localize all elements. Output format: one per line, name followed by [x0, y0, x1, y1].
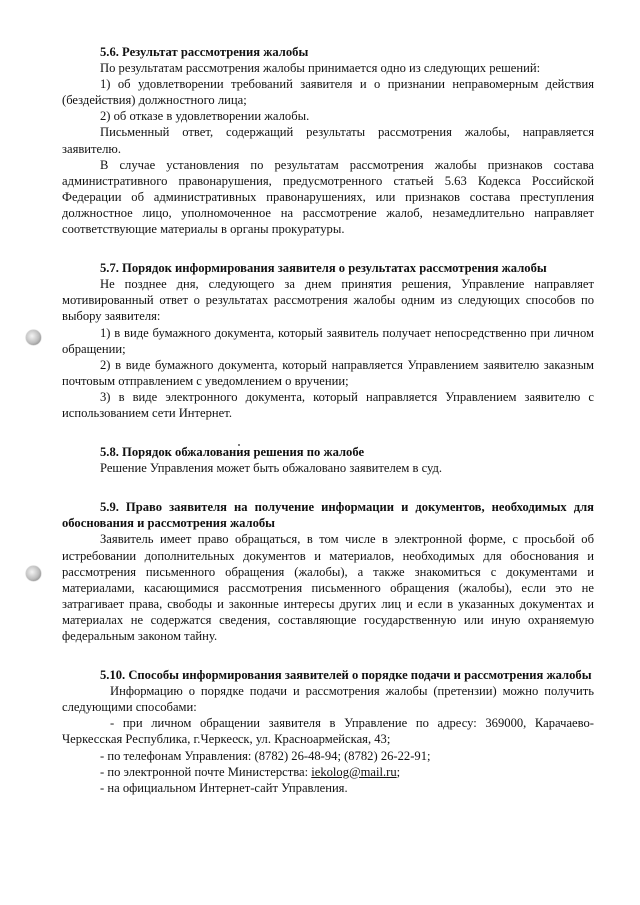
section-5-10: [62, 667, 594, 796]
list-item: 3) в виде электронного документа, который направляется Управлением заявителю с использованием сети Интернет.: [62, 389, 594, 420]
paragraph: В случае установления по результатам рассмотрения жалобы признаков состава административного правонарушения, предусмотренного статьей 5.63 Кодекса Российской Федерации об административных правонарушениях, или признаков состава преступления должностное лицо, уполномоченное на рассмотрение жалоб, незамедлительно направляет соответствующие материалы в органы прокуратуры.: [62, 157, 594, 237]
list-item: - на официальном Интернет-сайт Управления.: [100, 780, 348, 795]
section-5-7: [62, 260, 594, 421]
section-heading: 5.10. Способы информирования заявителей о порядке подачи и рассмотрения жалобы: [100, 668, 592, 683]
paragraph: Решение Управления может быть обжаловано заявителем в суд.: [100, 461, 443, 476]
paragraph: Не позднее дня, следующего за днем принятия решения, Управление направляет мотивированный ответ о результатах рассмотрения жалобы одним из следующих способов по выбору заявителя:: [62, 277, 594, 324]
binder-hole-icon: [26, 566, 41, 581]
section-5-6: [62, 44, 594, 237]
list-item: - по телефонам Управления: (8782) 26-48-94; (8782) 26-22-91;: [100, 748, 431, 763]
list-item: - при личном обращении заявителя в Управление по адресу: 369000, Карачаево-Черкесская Республика, г.Черкесск, ул. Красноармейская, 43;: [62, 716, 594, 747]
paragraph: Информацию о порядке подачи и рассмотрения жалобы (претензии) можно получить следующими способами:: [62, 684, 594, 715]
section-heading: 5.7. Порядок информирования заявителя о результатах рассмотрения жалобы: [100, 261, 547, 276]
section-heading: 5.9. Право заявителя на получение информации и документов, необходимых для обоснования и рассмотрения жалобы: [62, 500, 594, 531]
list-item: 1) об удовлетворении требований заявителя и о признании неправомерным действия (бездействия) должностного лица;: [62, 77, 594, 108]
paragraph: Заявитель имеет право обращаться, в том числе в электронной форме, с просьбой об истребовании дополнительных документов и материалов, необходимых для обоснования и рассмотрения письменного обращения (жалобы), а также знакомиться с документами и материалами, касающимися рассмотрения письменного обращения (жалобы), если это не затрагивает права, свободы и законные интересы других лиц и если в указанных документах и материалах не содержатся сведения, составляющие государственную или иную охраняемую федеральным законом тайну.: [62, 532, 594, 643]
binder-hole-icon: [26, 330, 41, 345]
list-item-text: - по электронной почте Министерства:: [100, 764, 312, 779]
email-link[interactable]: iekolog@mail.ru: [311, 764, 397, 779]
list-item: 2) в виде бумажного документа, который направляется Управлением заявителю заказным почтовым отправлением с уведомлением о вручении;: [62, 357, 594, 388]
list-item: 1) в виде бумажного документа, который заявитель получает непосредственно при личном обращении;: [62, 325, 594, 356]
section-heading: 5.8. Порядок обжалования решения по жалобе: [100, 445, 365, 460]
section-heading: 5.6. Результат рассмотрения жалобы: [100, 45, 309, 59]
paragraph: Письменный ответ, содержащий результаты рассмотрения жалобы, направляется заявителю.: [62, 125, 594, 156]
section-5-8: [62, 444, 594, 476]
section-5-9: [62, 499, 594, 644]
document-page: [62, 44, 594, 796]
paragraph: По результатам рассмотрения жалобы принимается одно из следующих решений:: [100, 61, 541, 76]
list-item: [62, 764, 594, 780]
list-item-punctuation: ;: [396, 764, 401, 779]
list-item: 2) об отказе в удовлетворении жалобы.: [100, 109, 310, 124]
